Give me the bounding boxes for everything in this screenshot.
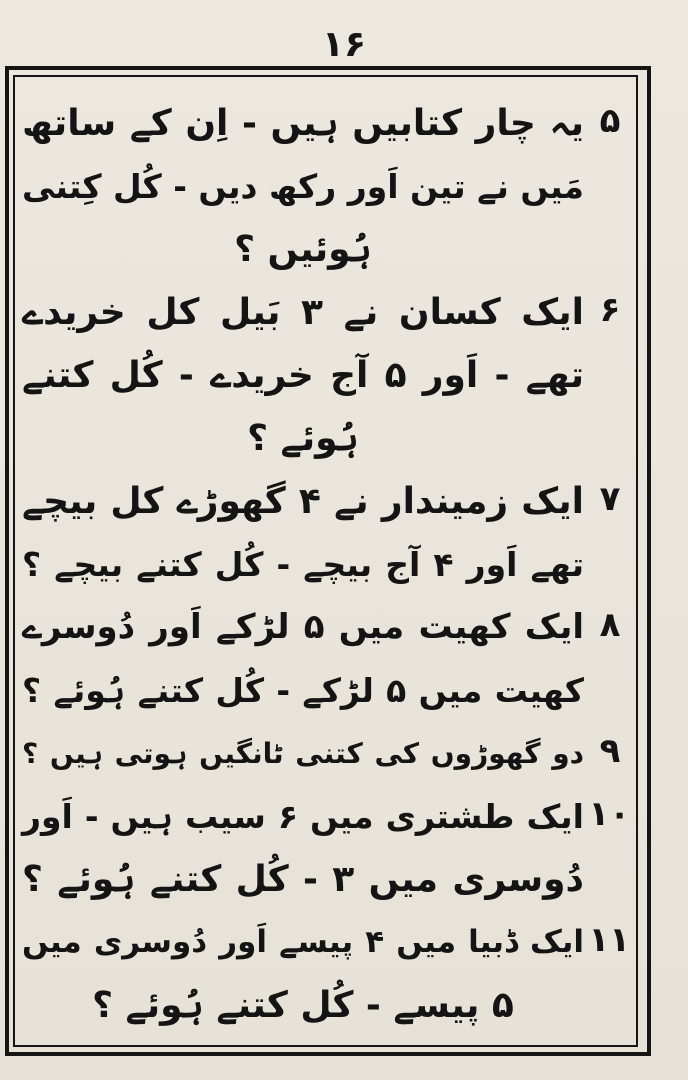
question-line: مَیں نے تین اَور رکھ دیں - کُل کِتنی [22,167,584,206]
question-line: ایک ڈبیا میں ۴ پیسے اَور دُوسری میں [22,924,584,960]
question-line: دو گھوڑوں کی کتنی ٹانگیں ہوتی ہیں ؟ [22,737,584,770]
question-line: یہ چار کتابیں ہیں - اِن کے ساتھ [22,103,584,144]
question-6 [22,281,632,470]
question-9 [22,722,632,785]
question-line: ایک کھیت میں ۵ لڑکے اَور دُوسرے [22,607,584,647]
question-line: ہُوئیں ؟ [234,229,372,270]
question-line: ایک کسان نے ۳ بَیل کل خریدے [22,292,584,333]
question-5 [22,92,632,281]
question-number: ۸ [599,605,621,645]
question-line: ہُوئے ؟ [247,418,359,459]
question-line: ۵ پیسے - کُل کتنے ہُوئے ؟ [92,985,514,1026]
question-number: ۹ [599,731,621,771]
question-10 [22,785,632,911]
question-8 [22,596,632,722]
question-11 [22,911,632,1037]
question-line: ایک طشتری میں ۶ سیب ہیں - اَور [22,797,584,836]
question-number: ۱۰ [588,794,630,834]
question-line: تھے اَور ۴ آج بیچے - کُل کتنے بیچے ؟ [22,545,585,584]
question-line: تھے - اَور ۵ آج خریدے - کُل کتنے [22,355,584,396]
question-list [22,92,632,1037]
question-number: ۵ [599,101,621,141]
question-line: دُوسری میں ۳ - کُل کتنے ہُوئے ؟ [22,859,584,900]
question-line: کھیت میں ۵ لڑکے - کُل کتنے ہُوئے ؟ [22,671,584,710]
question-number: ۱۱ [588,920,630,960]
question-number: ۷ [599,479,621,519]
question-number: ۶ [599,290,621,330]
question-7 [22,470,632,596]
question-line: ایک زمیندار نے ۴ گھوڑے کل بیچے [22,481,584,522]
page-number: ۱۶ [322,24,366,65]
